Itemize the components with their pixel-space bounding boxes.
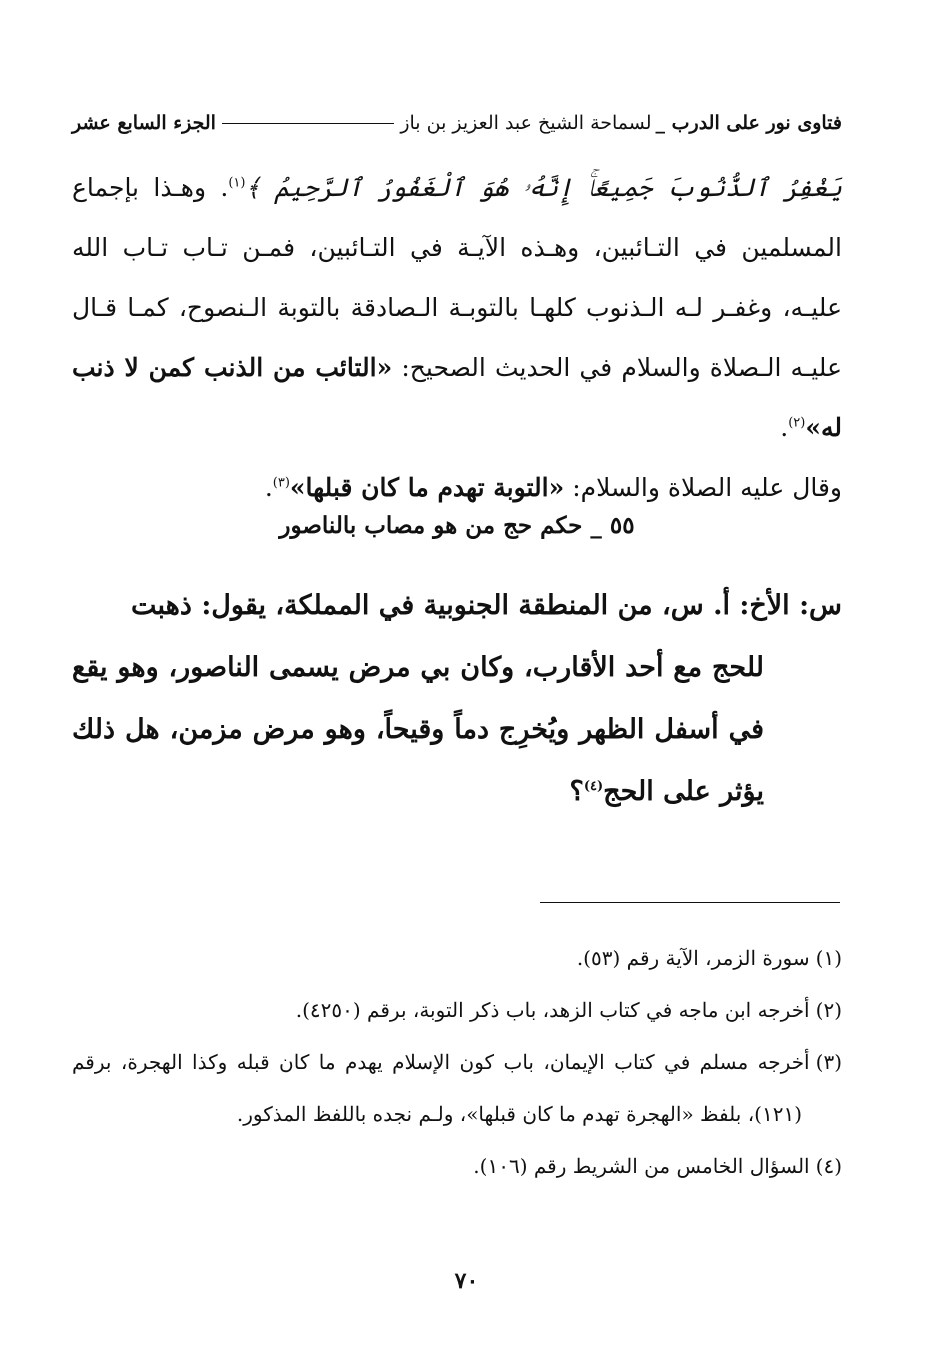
footnote [72, 932, 842, 984]
footnote-text: السؤال الخامس من الشريط رقم (١٠٦). [473, 1154, 810, 1178]
section-heading: ٥٥ _ حكم حج من هو مصاب بالناصور [279, 512, 635, 539]
footnote-separator [540, 902, 840, 903]
quran-verse: يَغْفِرُ ٱلذُّنُوبَ جَمِيعًاۚ إِنَّهُۥ هُوَ ٱلْغَفُورُ ٱلرَّحِيمُ ﴾ [245, 173, 843, 202]
series-title: فتاوى نور على الدرب _ [655, 112, 842, 134]
header-rule [222, 123, 394, 124]
footnote-text: أخرجه ابن ماجه في كتاب الزهد، باب ذكر التوبة، برقم (٤٢٥٠). [295, 998, 810, 1022]
volume-label: الجزء السابع عشر [72, 112, 216, 134]
footnote [72, 1140, 842, 1192]
paragraph-text: . وهـذا بإجماع المسلمين في التـائبين، وهـذه الآيـة في التـائبين، فمـن تـاب تـاب الله عليـه، وغفـر لـه الـذنوب كلهـا بالتوبـة الـصادقة بالتوبة الـنصوح، كمـا قـال عليـه الـصلاة والسلام في الحديث الصحيح: [72, 173, 842, 382]
footnote-text: سورة الزمر، الآية رقم (٥٣). [576, 946, 810, 970]
question-text: للحج مع أحد الأقارب، وكان بي مرض يسمى الناصور، وهو يقع في أسفل الظهر ويُخرِج دماً وقيحاً، وهو مرض مزمن، هل ذلك يؤثر على الحج [72, 652, 764, 807]
footnotes [72, 932, 842, 1192]
hadith-quote: «التوبة تهدم ما كان قبلها» [289, 473, 565, 502]
footnote-ref: (٣) [272, 475, 290, 491]
footnote-ref: (٢) [788, 415, 806, 431]
footnote [72, 1036, 842, 1140]
paragraph-text: وقال عليه الصلاة والسلام: [564, 473, 842, 502]
running-header [72, 105, 842, 141]
footnote-number: (١) [815, 946, 842, 970]
author-name: لسماحة الشيخ عبد العزيز بن باز [400, 112, 652, 134]
question-block [72, 575, 842, 823]
footnote-ref: (١) [228, 175, 246, 191]
question-lead: س: الأخ: أ. س، من المنطقة الجنوبية في المملكة، يقول: ذهبت [131, 590, 842, 621]
footnote-text: أخرجه مسلم في كتاب الإيمان، باب كون الإسلام يهدم ما كان قبله وكذا الهجرة، برقم (١٢١)، بلفظ «الهجرة تهدم ما كان قبلها»، ولـم نجده باللفظ المذكور. [72, 1050, 810, 1126]
paragraph: وقال عليه الصلاة والسلام: «التوبة تهدم ما كان قبلها»$^{(٣)}$. [264, 473, 842, 502]
footnote-number: (٤) [815, 1154, 842, 1178]
question-mark: ؟ [569, 776, 584, 807]
paragraph: يَغْفِرُ ٱلذُّنُوبَ جَمِيعًاۚ إِنَّهُۥ هُوَ ٱلْغَفُورُ ٱلرَّحِيمُ ﴾$^{(١)}$. وهـذا بإجماع المسلمين في التـائبين، وهـذه الآيـة في التـائبين، فمـن تـاب تـاب الله عليـه، وغفـر لـه الـذنوب كلهـا بالتوبـة الـصادقة بالتوبة الـنصوح، كمـا قـال عليـه الـصلاة والسلام في الحديث الصحيح: «التائب من الذنب كمن لا ذنب له»$^{(٢)}$. [72, 173, 843, 442]
footnote-number: (٢) [815, 998, 842, 1022]
footnote-number: (٣) [815, 1050, 842, 1074]
body-text [72, 158, 842, 518]
footnote [72, 984, 842, 1036]
footnote-ref: (٤) [583, 779, 604, 794]
page-number: ٧٠ [454, 1268, 479, 1294]
question-body [72, 637, 842, 823]
hadith-quote: «التائب من الذنب كمن لا ذنب له» [72, 353, 842, 442]
